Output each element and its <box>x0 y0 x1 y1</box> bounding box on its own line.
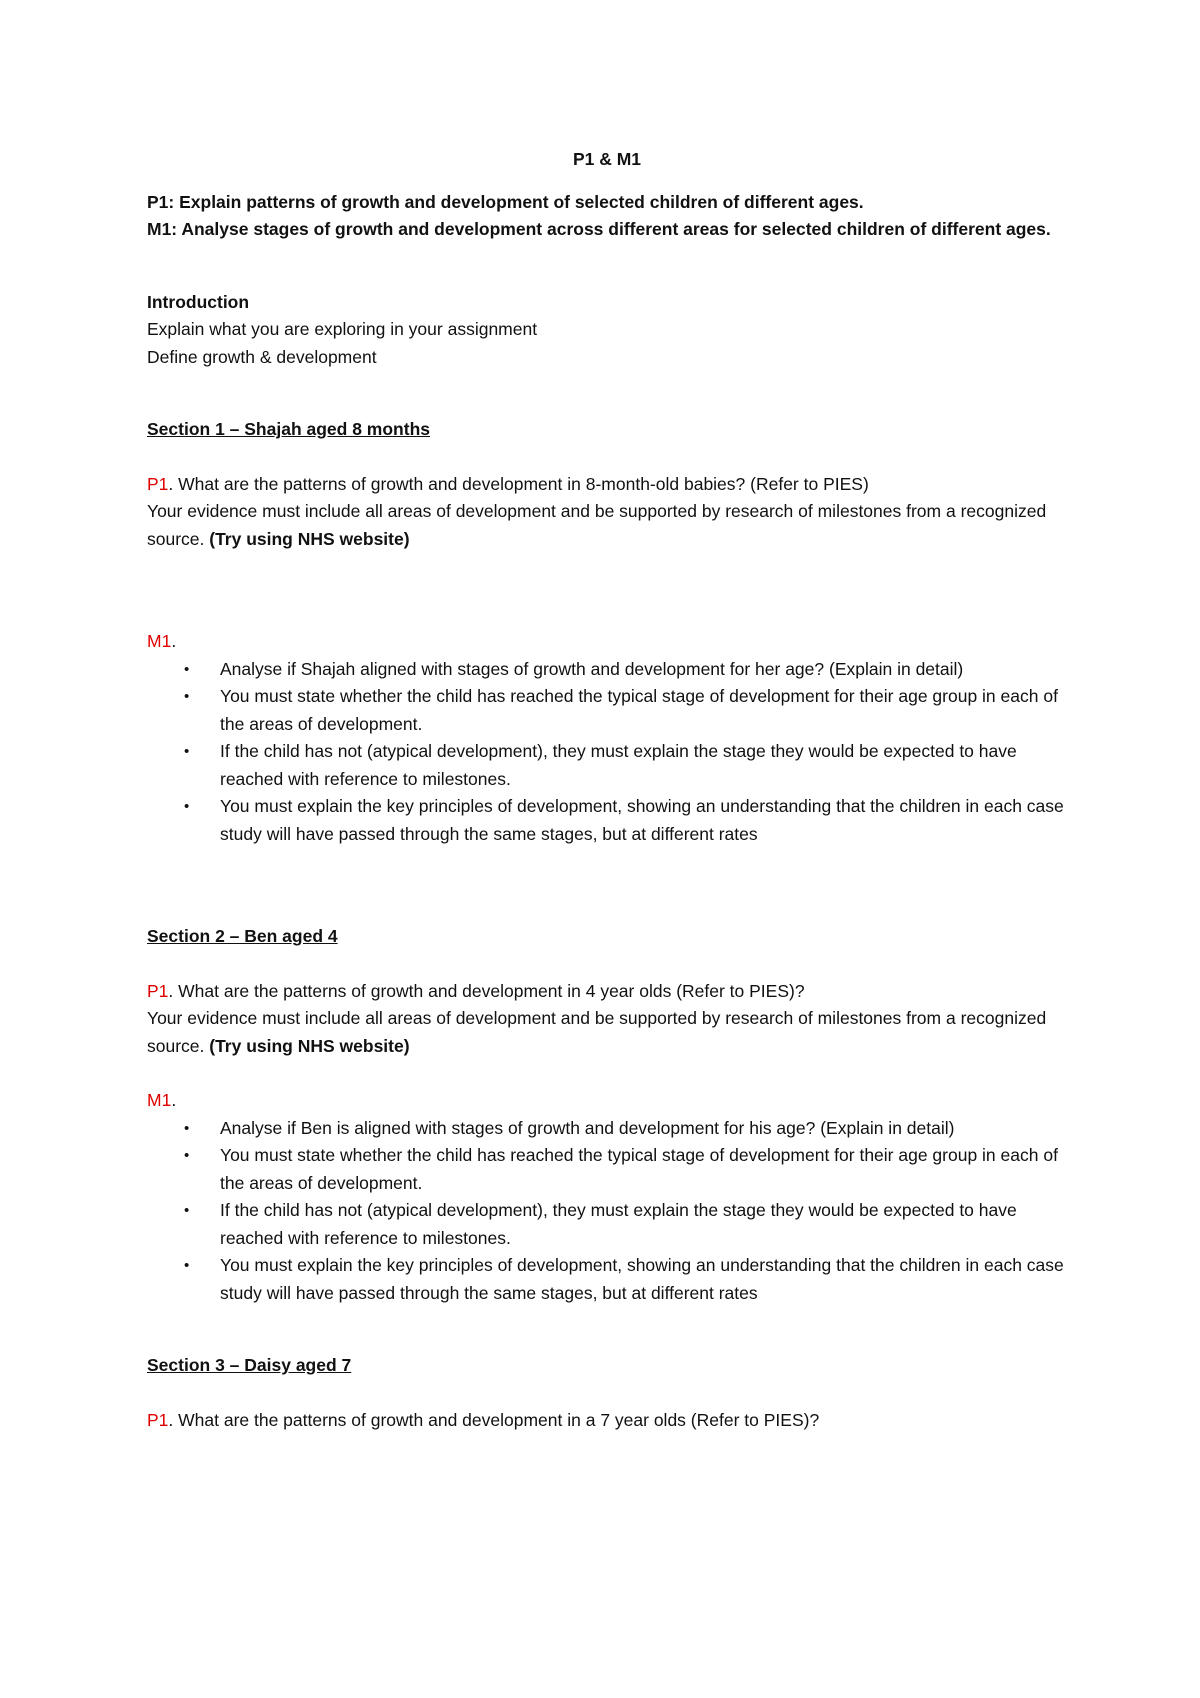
bullet-icon: • <box>184 660 190 678</box>
bullet-icon: • <box>184 1119 190 1137</box>
bullet-icon: • <box>184 1257 190 1274</box>
list-item-text: Analyse if Ben is aligned with stages of growth and development for his age? (Explain in detail) <box>220 1117 955 1138</box>
section-1-evidence-bold: (Try using NHS website) <box>209 528 410 549</box>
section-3-heading: Section 3 – Daisy aged 7 <box>147 1355 352 1375</box>
section-3-p1-label: P1 <box>147 1409 169 1430</box>
bullet-icon: • <box>184 688 190 705</box>
section-3-p1 <box>147 1407 1067 1435</box>
section-1-p1 <box>147 471 1067 499</box>
list-item-text: Analyse if Shajah aligned with stages of growth and development for her age? (Explain in detail) <box>220 658 964 679</box>
objective-p1-label: P1: <box>147 191 175 212</box>
list-item <box>184 1142 1067 1197</box>
section-3-p1-question: . What are the patterns of growth and development in a 7 year olds (Refer to PIES)? <box>168 1409 820 1430</box>
section-2-m1-dot: . <box>171 1090 177 1110</box>
objective-p1-text: Explain patterns of growth and development of selected children of different ages. <box>174 191 864 212</box>
objective-m1-text: Analyse stages of growth and development across different areas for selected children of different ages. <box>177 219 1051 239</box>
document-page <box>147 146 1067 1434</box>
section-2-m1-label: M1 <box>147 1090 172 1110</box>
list-item <box>184 793 1067 848</box>
section-1-heading: Section 1 – Shajah aged 8 months <box>147 419 430 439</box>
bullet-icon: • <box>184 743 190 760</box>
list-item <box>184 1197 1067 1252</box>
section-2-m1 <box>147 1087 1067 1115</box>
section-2-heading: Section 2 – Ben aged 4 <box>147 926 338 946</box>
section-2-evidence <box>147 1005 1067 1060</box>
bullet-icon: • <box>184 1202 190 1219</box>
section-2-p1 <box>147 978 1067 1006</box>
list-item-text: If the child has not (atypical development), they must explain the stage they would be expected to have reached with reference to milestones. <box>220 741 1017 789</box>
bullet-icon: • <box>184 1147 190 1164</box>
section-1-p1-label: P1 <box>147 473 169 494</box>
list-item-text: You must state whether the child has reached the typical stage of development for their age group in each of the areas of development. <box>220 1145 1058 1193</box>
introduction-line-2: Define growth & development <box>147 346 377 367</box>
objective-m1-label: M1: <box>147 219 178 239</box>
section-2-evidence-text: Your evidence must include all areas of development and be supported by research of milestones from a recognized source. <box>147 1008 1047 1056</box>
list-item <box>184 738 1067 793</box>
section-2-bullet-list <box>147 1115 1067 1308</box>
bullet-icon: • <box>184 798 190 815</box>
objective-m1 <box>147 216 1067 244</box>
section-2-p1-label: P1 <box>147 980 169 1001</box>
section-1-m1-label: M1 <box>147 631 172 651</box>
objective-p1 <box>147 189 1067 217</box>
list-item-text: You must state whether the child has reached the typical stage of development for their age group in each of the areas of development. <box>220 686 1058 734</box>
list-item-text: You must explain the key principles of development, showing an understanding that the children in each case study will have passed through the same stages, but at different rates <box>220 1255 1064 1303</box>
document-title: P1 & M1 <box>572 149 642 169</box>
section-1-evidence-text: Your evidence must include all areas of development and be supported by research of milestones from a recognized source. <box>147 501 1047 549</box>
section-1-bullet-list <box>147 656 1067 849</box>
list-item <box>184 1252 1067 1307</box>
section-2-evidence-bold: (Try using NHS website) <box>209 1035 410 1056</box>
list-item <box>184 683 1067 738</box>
section-2-p1-question: . What are the patterns of growth and development in 4 year olds (Refer to PIES)? <box>168 980 805 1001</box>
introduction-heading: Introduction <box>147 291 250 312</box>
section-1-evidence <box>147 498 1067 553</box>
section-1-p1-question: . What are the patterns of growth and development in 8-month-old babies? (Refer to PIES) <box>168 473 869 494</box>
list-item <box>184 1115 1067 1143</box>
section-1-m1-dot: . <box>171 631 177 651</box>
list-item-text: You must explain the key principles of development, showing an understanding that the children in each case study will have passed through the same stages, but at different rates <box>220 796 1064 844</box>
introduction-line-1: Explain what you are exploring in your assignment <box>147 319 538 339</box>
list-item-text: If the child has not (atypical development), they must explain the stage they would be expected to have reached with reference to milestones. <box>220 1200 1017 1248</box>
list-item <box>184 656 1067 684</box>
section-1-m1 <box>147 628 1067 656</box>
